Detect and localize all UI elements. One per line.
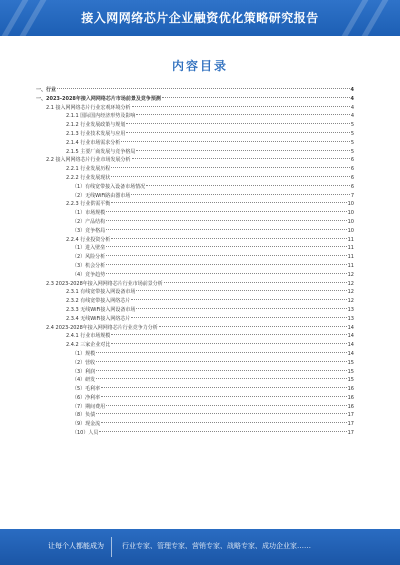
toc-leader-dots xyxy=(96,361,346,362)
toc-entry[interactable] xyxy=(36,236,354,245)
toc-leader-dots xyxy=(106,211,346,212)
toc-page-number: 6 xyxy=(350,183,354,190)
toc-leader-dots xyxy=(111,334,346,335)
toc-page-number: 17 xyxy=(347,421,354,428)
toc-page-number: 10 xyxy=(347,227,354,234)
toc-entry-text: （2）无线WiFi路由器市场 xyxy=(72,192,131,199)
toc-entry-text: 2.2.1 行业发展历程 xyxy=(66,166,111,173)
toc-entry-text: 2.1.3 行业技术发展与应用 xyxy=(66,130,126,137)
toc-entry-text: 一、2023-2028年接入网网络芯片市场前景及竞争预测 xyxy=(36,95,161,102)
toc-page-number: 4 xyxy=(350,104,354,111)
toc-entry-text: 2.4.2 三家企业对比 xyxy=(66,342,111,349)
toc-entry[interactable] xyxy=(36,227,354,236)
toc-leader-dots xyxy=(106,405,346,406)
toc-entry-text: 2.2 接入网网络芯片行业市场发展分析 xyxy=(46,157,131,164)
toc-page-number: 10 xyxy=(347,218,354,225)
toc-leader-dots xyxy=(136,308,346,309)
toc-entry-text: 2.3 2023-2028年接入网网络芯片行业市场前景分析 xyxy=(46,280,163,287)
toc-entry[interactable] xyxy=(36,271,354,280)
toc-leader-dots xyxy=(106,273,346,274)
toc-entry[interactable] xyxy=(36,200,354,209)
toc-page-number: 6 xyxy=(350,157,354,164)
toc-page-number: 4 xyxy=(350,87,354,93)
footer-band xyxy=(0,529,400,565)
toc-leader-dots xyxy=(121,141,350,142)
toc-entry-text: 2.4.1 行业市场规模 xyxy=(66,333,111,340)
toc-entry[interactable] xyxy=(36,368,354,377)
toc-page-number: 16 xyxy=(347,386,354,393)
toc-leader-dots xyxy=(136,290,346,291)
toc-leader-dots xyxy=(146,185,350,186)
toc-entry[interactable] xyxy=(36,350,354,359)
toc-leader-dots xyxy=(106,246,346,247)
toc-page-number: 10 xyxy=(347,210,354,217)
toc-leader-dots xyxy=(136,150,349,151)
toc-entry-text: 2.2.4 行业投资分析 xyxy=(66,236,111,243)
toc-entry[interactable] xyxy=(36,104,354,113)
toc-entry[interactable] xyxy=(36,253,354,262)
toc-entry-text: （1）规模 xyxy=(72,350,96,357)
toc-page-number: 11 xyxy=(347,254,354,261)
toc-entry[interactable] xyxy=(36,244,354,253)
toc-entry[interactable] xyxy=(36,121,354,130)
header-band xyxy=(0,0,400,36)
toc-leader-dots xyxy=(126,123,349,124)
toc-page-number: 5 xyxy=(350,148,354,155)
toc-page-number: 14 xyxy=(347,342,354,349)
toc-entry-text: 一、行业 xyxy=(36,87,57,93)
toc-entry[interactable] xyxy=(36,280,354,289)
toc-entry[interactable] xyxy=(36,359,354,368)
toc-page-number: 5 xyxy=(350,139,354,146)
toc-entry-text: （2）营收 xyxy=(72,359,96,366)
toc-entry[interactable] xyxy=(36,385,354,394)
toc-page-number: 12 xyxy=(347,298,354,305)
toc-entry-text: 2.1 接入网网络芯片行业宏观环境分析 xyxy=(46,104,131,111)
toc-page-number: 17 xyxy=(347,430,354,437)
toc-entry[interactable] xyxy=(36,429,354,438)
toc-entry[interactable] xyxy=(36,332,354,341)
toc-page-number: 5 xyxy=(350,130,354,137)
toc-page-number: 15 xyxy=(347,377,354,384)
toc-entry-text: （2）风险分析 xyxy=(72,254,106,261)
toc-entry-text: （1）市场规模 xyxy=(72,210,106,217)
toc-leader-dots xyxy=(132,158,350,159)
toc-entry-text: （4）竞争趋势 xyxy=(72,271,106,278)
toc-leader-dots xyxy=(136,114,349,115)
toc-entry-text: （1）有线宽带接入设备市场情况 xyxy=(72,183,146,190)
toc-entry[interactable] xyxy=(36,341,354,350)
toc-page-number: 13 xyxy=(347,306,354,313)
toc-heading: 内容目录 xyxy=(171,59,228,73)
toc-page-number: 17 xyxy=(347,412,354,419)
toc-page-number: 11 xyxy=(347,245,354,252)
toc-entry[interactable] xyxy=(36,306,354,315)
toc-entry[interactable] xyxy=(36,420,354,429)
toc-page-number: 14 xyxy=(347,350,354,357)
toc-page-number: 14 xyxy=(347,333,354,340)
toc-entry[interactable] xyxy=(36,86,354,95)
toc-entry-text: （3）竞争格局 xyxy=(72,227,106,234)
toc-entry-text: 2.1.5 主要厂商发展与竞争格局 xyxy=(66,148,136,155)
toc-entry[interactable] xyxy=(36,156,354,165)
toc-entry[interactable] xyxy=(36,403,354,412)
toc-page-number: 10 xyxy=(347,201,354,208)
toc-leader-dots xyxy=(111,202,346,203)
toc-entry-text: （3）机会分析 xyxy=(72,262,106,269)
toc-leader-dots xyxy=(101,387,346,388)
table-of-contents xyxy=(36,86,354,438)
toc-page-number: 7 xyxy=(350,192,354,199)
toc-entry-text: （8）负债 xyxy=(72,412,96,419)
toc-entry[interactable] xyxy=(36,192,354,201)
toc-leader-dots xyxy=(101,422,346,423)
toc-entry-text: （9）现金流 xyxy=(72,421,101,428)
toc-leader-dots xyxy=(106,264,346,265)
toc-entry[interactable] xyxy=(36,262,354,271)
toc-page-number: 4 xyxy=(350,95,354,102)
toc-page-number: 11 xyxy=(347,236,354,243)
toc-entry[interactable] xyxy=(36,130,354,139)
footer-tagline: 行业专家、管理专家、营销专家、战略专家、成功企业家…… xyxy=(122,542,311,550)
toc-page-number: 4 xyxy=(350,113,354,120)
toc-page-number: 12 xyxy=(347,289,354,296)
toc-page-number: 12 xyxy=(347,280,354,287)
toc-leader-dots xyxy=(106,255,346,256)
toc-entry[interactable] xyxy=(36,376,354,385)
toc-entry-text: 2.1.2 行业发展政策与规划 xyxy=(66,122,126,129)
report-title: 接入网网络芯片企业融资优化策略研究报告 xyxy=(81,11,319,25)
toc-page-number: 5 xyxy=(350,122,354,129)
toc-entry-text: 2.1.4 行业市场需求分析 xyxy=(66,139,121,146)
toc-leader-dots xyxy=(96,370,346,371)
toc-leader-dots xyxy=(111,343,346,344)
toc-leader-dots xyxy=(57,88,350,89)
toc-entry[interactable] xyxy=(36,297,354,306)
toc-entry-text: （2）产品结构 xyxy=(72,218,106,225)
toc-leader-dots xyxy=(96,378,346,379)
toc-entry-text: 2.3.2 有线宽带接入网络芯片 xyxy=(66,298,131,305)
toc-leader-dots xyxy=(96,352,346,353)
toc-entry-text: 2.3.4 无线WiFi接入网络芯片 xyxy=(66,315,131,322)
toc-entry-text: 2.2.3 行业供需平衡 xyxy=(66,201,111,208)
toc-leader-dots xyxy=(164,282,347,283)
toc-entry[interactable] xyxy=(36,288,354,297)
toc-leader-dots xyxy=(131,194,350,195)
toc-entry[interactable] xyxy=(36,315,354,324)
toc-entry[interactable] xyxy=(36,394,354,403)
toc-page-number: 14 xyxy=(347,324,354,331)
toc-leader-dots xyxy=(106,229,346,230)
toc-entry-text: （6）净利率 xyxy=(72,394,101,401)
toc-leader-dots xyxy=(131,317,346,318)
toc-page-number: 15 xyxy=(347,359,354,366)
toc-entry-text: （4）研发 xyxy=(72,377,96,384)
toc-leader-dots xyxy=(96,413,346,414)
toc-entry[interactable] xyxy=(36,148,354,157)
toc-entry-text: （5）毛利率 xyxy=(72,386,101,393)
toc-leader-dots xyxy=(111,176,350,177)
footer-brand: 让每个人都能成为 xyxy=(48,542,104,550)
toc-page-number: 16 xyxy=(347,403,354,410)
toc-leader-dots xyxy=(111,167,350,168)
toc-page-number: 15 xyxy=(347,368,354,375)
toc-leader-dots xyxy=(131,299,346,300)
toc-page-number: 6 xyxy=(350,174,354,181)
toc-entry[interactable] xyxy=(36,139,354,148)
toc-entry-text: 2.3.1 有线宽带接入网设备市场 xyxy=(66,289,136,296)
toc-leader-dots xyxy=(162,97,350,98)
toc-page-number: 16 xyxy=(347,394,354,401)
toc-entry[interactable] xyxy=(36,324,354,333)
toc-entry[interactable] xyxy=(36,218,354,227)
toc-leader-dots xyxy=(101,396,346,397)
toc-entry-text: 2.1.1 国际国内经济形势及影响 xyxy=(66,113,136,120)
toc-entry[interactable] xyxy=(36,174,354,183)
toc-entry-text: （7）期间费用 xyxy=(72,403,106,410)
toc-leader-dots xyxy=(111,238,346,239)
toc-leader-dots xyxy=(106,220,346,221)
toc-entry[interactable] xyxy=(36,209,354,218)
toc-entry-text: 2.2.2 行业发展现状 xyxy=(66,174,111,181)
toc-entry[interactable] xyxy=(36,95,354,104)
toc-entry-text: （1）进入壁垒 xyxy=(72,245,106,252)
toc-page-number: 6 xyxy=(350,166,354,173)
toc-entry-text: 2.4 2023-2028年接入网网络芯片行业竞争力分析 xyxy=(46,324,158,331)
footer-divider xyxy=(111,537,112,557)
toc-entry[interactable] xyxy=(36,112,354,121)
toc-leader-dots xyxy=(126,132,349,133)
toc-page-number: 11 xyxy=(347,262,354,269)
toc-entry[interactable] xyxy=(36,165,354,174)
toc-leader-dots xyxy=(159,326,347,327)
toc-leader-dots xyxy=(132,106,350,107)
toc-leader-dots xyxy=(99,431,346,432)
toc-entry-text: （10）人员 xyxy=(72,430,99,437)
toc-page-number: 12 xyxy=(347,271,354,278)
toc-entry[interactable] xyxy=(36,183,354,192)
toc-entry[interactable] xyxy=(36,411,354,420)
toc-entry-text: （3）利润 xyxy=(72,368,96,375)
toc-page-number: 13 xyxy=(347,315,354,322)
toc-entry-text: 2.3.3 无线WiFi接入网设备市场 xyxy=(66,306,136,313)
